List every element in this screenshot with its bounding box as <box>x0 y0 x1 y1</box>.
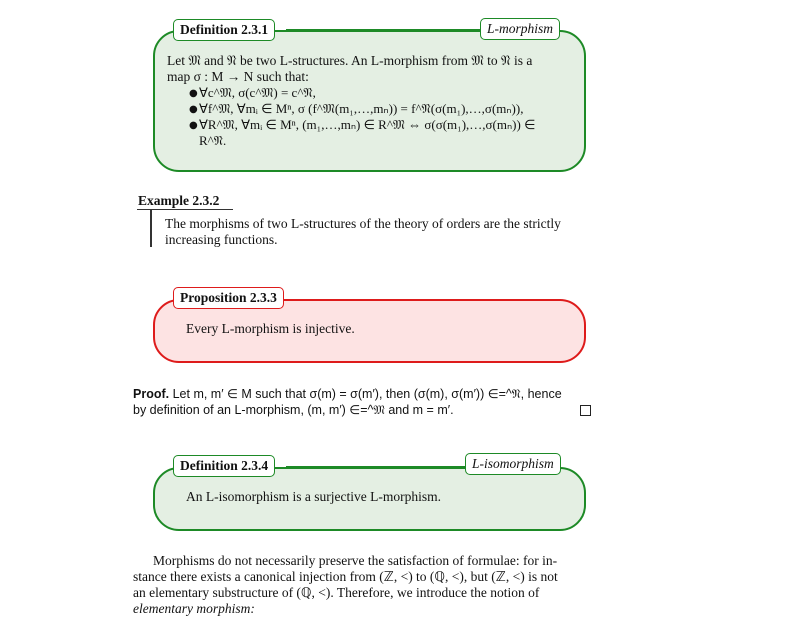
proof-line2: by definition of an L-morphism, (m, m′) ∈=^𝔐 and m = m′. <box>133 403 454 417</box>
proof-line1 <box>133 386 562 402</box>
definition-bullet: ∀f^𝔐, ∀mᵢ ∈ Mⁿ, σ (f^𝔐(m₁,…,mₙ)) = f^𝔑(σ(m₁),…,σ(mₙ)), <box>199 101 524 116</box>
definition-bullet: ∀c^𝔐, σ(c^𝔐) = c^𝔑, <box>199 85 316 100</box>
definition-intro-line1: Let 𝔐 and 𝔑 be two L-structures. An L-morphism from 𝔐 to 𝔑 is a <box>167 53 533 68</box>
definition-label: Definition 2.3.1 <box>173 19 275 41</box>
paragraph-line1: Morphisms do not necessarily preserve the satisfaction of formulae: for in- <box>153 553 558 568</box>
example-label: Example 2.3.2 <box>138 193 220 208</box>
proof-text-line1: Let m, m′ ∈ M such that σ(m) = σ(m′), then (σ(m), σ(m′)) ∈=^𝔑, hence <box>172 387 562 401</box>
bullet-icon: ● <box>189 104 198 115</box>
definition-bullet-continuation: R^𝔑. <box>199 133 227 148</box>
definition-top-line <box>286 29 480 30</box>
qed-square-icon <box>580 405 591 416</box>
proposition-label: Proposition 2.3.3 <box>173 287 284 309</box>
paragraph-line3: an elementary substructure of (ℚ, <). Therefore, we introduce the notion of <box>133 585 540 600</box>
bullet-icon: ● <box>189 120 198 131</box>
definition-intro-line2: map σ : M → N such that: <box>167 69 309 84</box>
definition2-title: L-isomorphism <box>465 453 561 475</box>
definition-title: L-morphism <box>480 18 560 40</box>
bullet-icon: ● <box>189 88 198 99</box>
example-line1: The morphisms of two L-structures of the theory of orders are the strictly <box>165 216 561 231</box>
paragraph-line2: stance there exists a canonical injection from (ℤ, <) to (ℚ, <), but (ℤ, <) is not <box>133 569 558 584</box>
definition2-label: Definition 2.3.4 <box>173 455 275 477</box>
definition2-text: An L-isomorphism is a surjective L-morphism. <box>186 489 441 504</box>
proposition-text: Every L-morphism is injective. <box>186 321 355 336</box>
definition-bullet: ∀R^𝔐, ∀mᵢ ∈ Mⁿ, (m₁,…,mₙ) ∈ R^𝔐 ⇔ σ(σ(m₁),…,σ(mₙ)) ∈ <box>199 117 536 132</box>
example-line2: increasing functions. <box>165 232 278 247</box>
example-left-bar <box>150 209 152 247</box>
definition2-top-line <box>286 466 466 467</box>
proof-label: Proof. <box>133 387 170 401</box>
paragraph-line4: elementary morphism: <box>133 601 255 616</box>
